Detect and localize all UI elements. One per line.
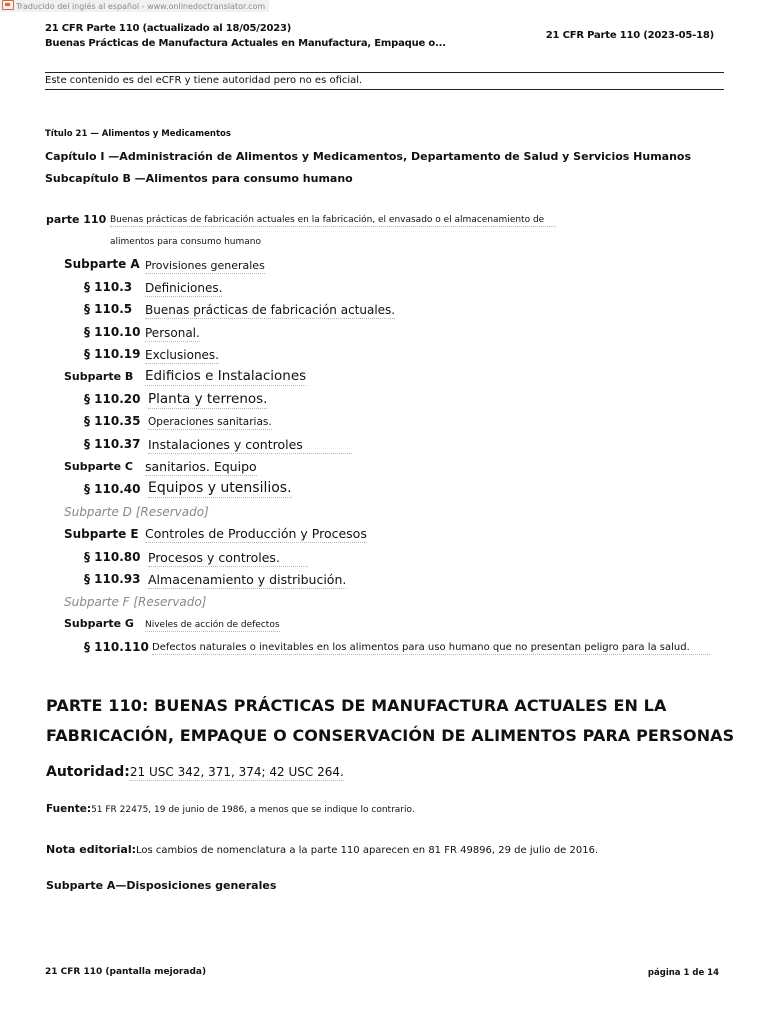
toc-section-number: § 110.19 — [84, 347, 141, 361]
authority-notice: Este contenido es del eCFR y tiene autoridad pero no es oficial. — [45, 75, 363, 86]
toc-section-link[interactable]: Almacenamiento y distribución. — [148, 572, 347, 587]
toc-part-link[interactable]: Buenas prácticas de fabricación actuales en la fabricación, el envasado o el almacenamiento de — [110, 215, 556, 227]
editorial-note-label: Nota editorial: — [46, 843, 136, 856]
toc-subpart-label: Subparte A — [64, 257, 140, 271]
editorial-note-line — [46, 838, 598, 857]
hierarchy-title: Título 21 — Alimentos y Medicamentos — [45, 129, 231, 139]
header-title-line1: 21 CFR Parte 110 (actualizado al 18/05/2023) — [45, 23, 292, 34]
toc-section-link[interactable]: Exclusiones. — [145, 348, 219, 362]
authority-label: Autoridad: — [46, 764, 130, 780]
toc-section-link[interactable]: Equipos y utensilios. — [148, 480, 292, 496]
source-line — [46, 797, 415, 816]
toc-section-link[interactable]: Planta y terrenos. — [148, 391, 268, 407]
toc-section-number: § 110.10 — [84, 325, 141, 339]
toc-subpart-link[interactable]: Edificios e Instalaciones — [145, 368, 307, 384]
part-heading-line1: PARTE 110: BUENAS PRÁCTICAS DE MANUFACTURA ACTUALES EN LA — [46, 696, 667, 715]
toc-section-link[interactable]: Definiciones. — [145, 281, 223, 295]
source-label: Fuente: — [46, 803, 92, 815]
toc-subpart-reserved: Subparte D [Reservado] — [64, 505, 209, 519]
toc-section-number: § 110.93 — [84, 572, 141, 586]
translator-bar[interactable] — [0, 0, 269, 12]
toc-section-number: § 110.40 — [84, 482, 141, 496]
toc-part-label: parte 110 — [46, 213, 107, 226]
translate-icon — [2, 0, 14, 10]
toc-section-link[interactable]: Buenas prácticas de fabricación actuales. — [145, 303, 396, 317]
toc-section-number: § 110.110 — [84, 640, 149, 654]
toc-section-link[interactable]: Operaciones sanitarias. — [148, 416, 272, 428]
toc-section-link[interactable]: Defectos naturales o inevitables en los alimentos para uso humano que no presentan peligro para la salud. — [152, 642, 710, 655]
toc-subpart-link[interactable]: Niveles de acción de defectos — [145, 620, 280, 630]
toc-section-number: § 110.20 — [84, 392, 141, 406]
hierarchy-chapter: Capítulo I —Administración de Alimentos y Medicamentos, Departamento de Salud y Servicios Humanos — [45, 150, 692, 163]
toc-section-number: § 110.80 — [84, 550, 141, 564]
hierarchy-subchapter: Subcapítulo B —Alimentos para consumo humano — [45, 172, 353, 185]
footer-left: 21 CFR 110 (pantalla mejorada) — [45, 967, 207, 977]
toc-section-number: § 110.37 — [84, 437, 141, 451]
header-rule-bottom — [45, 89, 724, 90]
subpart-a-heading: Subparte A—Disposiciones generales — [46, 879, 277, 892]
toc-subpart-link[interactable]: Controles de Producción y Procesos — [145, 526, 367, 541]
editorial-note-text[interactable]: Los cambios de nomenclatura a la parte 110 aparecen en 81 FR 49896, 29 de julio de 2016. — [135, 845, 599, 856]
toc-section-number: § 110.5 — [84, 302, 133, 316]
toc-subpart-link[interactable]: sanitarios. Equipo — [145, 459, 257, 474]
toc-section-number: § 110.35 — [84, 414, 141, 428]
toc-section-number: § 110.3 — [84, 280, 133, 294]
toc-subpart-label: Subparte B — [64, 370, 134, 383]
authority-link[interactable]: 21 USC 342, 371, 374; 42 USC 264. — [129, 765, 344, 779]
authority-line — [46, 761, 344, 780]
toc-subpart-reserved: Subparte F [Reservado] — [64, 595, 207, 609]
header-title-line2: Buenas Prácticas de Manufactura Actuales en Manufactura, Empaque o... — [45, 38, 446, 49]
toc-section-link[interactable]: Personal. — [145, 326, 200, 340]
toc-section-link[interactable]: Instalaciones y controles — [148, 437, 352, 454]
part-heading-line2: FABRICACIÓN, EMPAQUE O CONSERVACIÓN DE ALIMENTOS PARA PERSONAS — [46, 726, 735, 745]
toc-subpart-label: Subparte C — [64, 460, 133, 473]
translator-bar-text[interactable]: Traducido del inglés al español - www.onlinedoctranslator.com — [16, 2, 266, 11]
toc-part-link-cont[interactable]: alimentos para consumo humano — [110, 237, 262, 247]
source-text[interactable]: 51 FR 22475, 19 de junio de 1986, a menos que se indique lo contrario. — [91, 805, 415, 815]
toc-section-link[interactable]: Procesos y controles. — [148, 550, 308, 567]
header-rule-top — [45, 72, 724, 73]
toc-subpart-label: Subparte G — [64, 617, 134, 630]
toc-subpart-label: Subparte E — [64, 527, 139, 541]
footer-page-number: página 1 de 14 — [647, 968, 719, 978]
toc-subpart-link[interactable]: Provisiones generales — [145, 259, 265, 272]
header-right: 21 CFR Parte 110 (2023-05-18) — [545, 30, 714, 41]
